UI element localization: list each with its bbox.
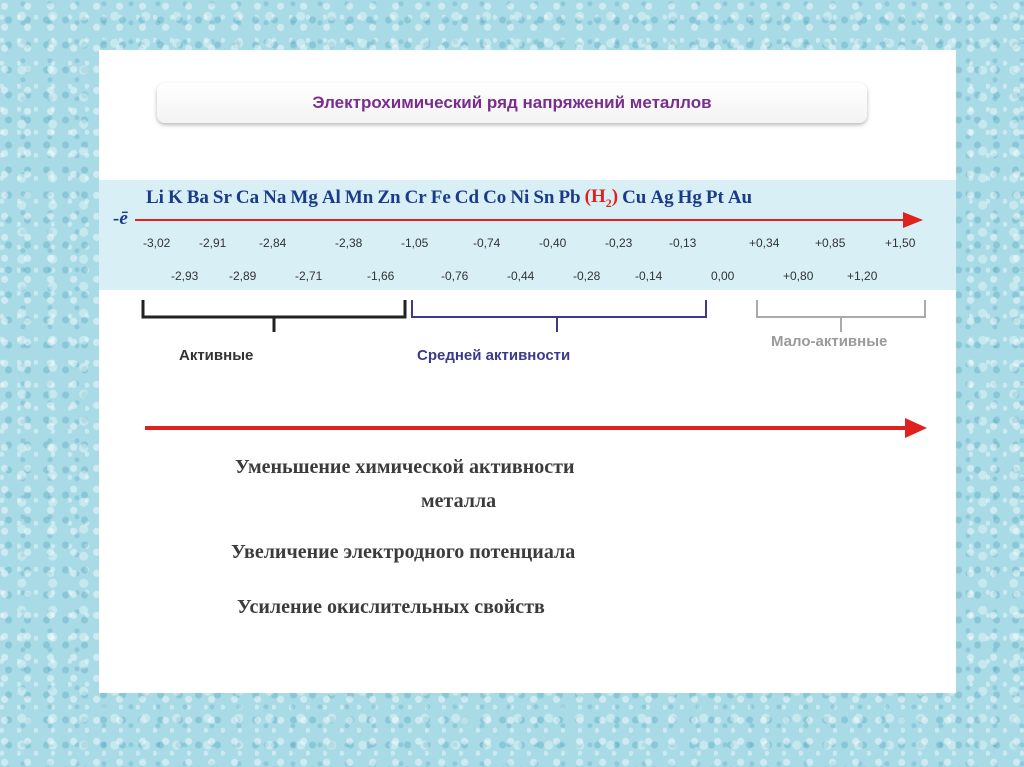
- element-symbol: Li: [146, 187, 164, 208]
- group-label-active: Активные: [179, 347, 254, 364]
- group-label-low: Мало-активные: [771, 333, 888, 350]
- potential-value: -1,05: [401, 236, 429, 250]
- potential-value: -0,44: [507, 269, 535, 283]
- potential-value: -2,38: [335, 236, 363, 250]
- element-symbol: Ca: [235, 187, 260, 208]
- statement-potential: Увеличение электродного потенциала: [231, 541, 576, 563]
- potential-value: -1,66: [367, 269, 395, 283]
- element-symbol: Ni: [510, 187, 530, 208]
- potential-value: -0,14: [635, 269, 663, 283]
- statement-activity-line2: металла: [421, 490, 497, 512]
- element-symbol: Pt: [705, 187, 724, 208]
- potential-value: 0,00: [711, 269, 735, 283]
- element-symbol: Fe: [430, 187, 451, 208]
- group-label-medium: Средней активности: [417, 347, 571, 364]
- element-symbol: Pb: [558, 187, 581, 208]
- hydrogen-subscript: 2: [605, 195, 612, 210]
- low-bracket: [757, 300, 925, 332]
- statement-activity-line1: Уменьшение химической активности: [235, 456, 575, 478]
- element-symbol: Al: [321, 187, 341, 208]
- element-symbol: Sn: [533, 187, 555, 208]
- element-symbol: Mn: [344, 187, 374, 208]
- element-symbol: K: [167, 187, 183, 208]
- medium-bracket: [412, 300, 706, 332]
- potential-value: -0,40: [539, 236, 567, 250]
- potential-value: -2,91: [199, 236, 227, 250]
- potential-value: +1,20: [847, 269, 878, 283]
- metal-series: [146, 183, 946, 213]
- element-symbol: Ba: [186, 187, 209, 208]
- diagram-title: Электрохимический ряд напряжений металлов: [312, 93, 712, 112]
- potential-value: -0,13: [669, 236, 697, 250]
- potential-value: -2,89: [229, 269, 257, 283]
- potential-value: +0,34: [749, 236, 780, 250]
- hydrogen-close-paren: ): [611, 185, 619, 207]
- active-bracket: [143, 300, 405, 332]
- potential-value: -0,76: [441, 269, 469, 283]
- potential-value: -0,28: [573, 269, 601, 283]
- potential-value: -3,02: [143, 236, 171, 250]
- element-symbol: Au: [727, 187, 753, 208]
- potential-value: +0,80: [783, 269, 814, 283]
- hydrogen-symbol: [585, 186, 618, 211]
- activity-arrow-head: [905, 418, 927, 438]
- slide: [99, 50, 956, 693]
- element-symbol: Cr: [404, 187, 427, 208]
- element-symbol: Cd: [454, 187, 480, 208]
- potential-value: -2,84: [259, 236, 287, 250]
- element-symbol: Sr: [212, 187, 232, 208]
- element-symbol: Cu: [622, 187, 647, 208]
- hydrogen-open-paren: (: [584, 185, 591, 207]
- element-symbol: Co: [483, 187, 507, 208]
- element-symbol: Zn: [377, 187, 401, 208]
- element-symbol: Ag: [650, 187, 674, 208]
- potential-value: +0,85: [815, 236, 846, 250]
- element-symbol: Mg: [290, 187, 318, 208]
- potential-value: -2,71: [295, 269, 323, 283]
- element-symbol: Na: [263, 187, 287, 208]
- hydrogen-letter: H: [590, 185, 606, 207]
- potential-value: +1,50: [885, 236, 916, 250]
- potential-value: -0,74: [473, 236, 501, 250]
- element-symbol: Hg: [677, 187, 702, 208]
- electron-label: -ē: [113, 208, 128, 229]
- potential-value: -0,23: [605, 236, 633, 250]
- potential-value: -2,93: [171, 269, 199, 283]
- statement-oxidizing: Усиление окислительных свойств: [237, 596, 545, 618]
